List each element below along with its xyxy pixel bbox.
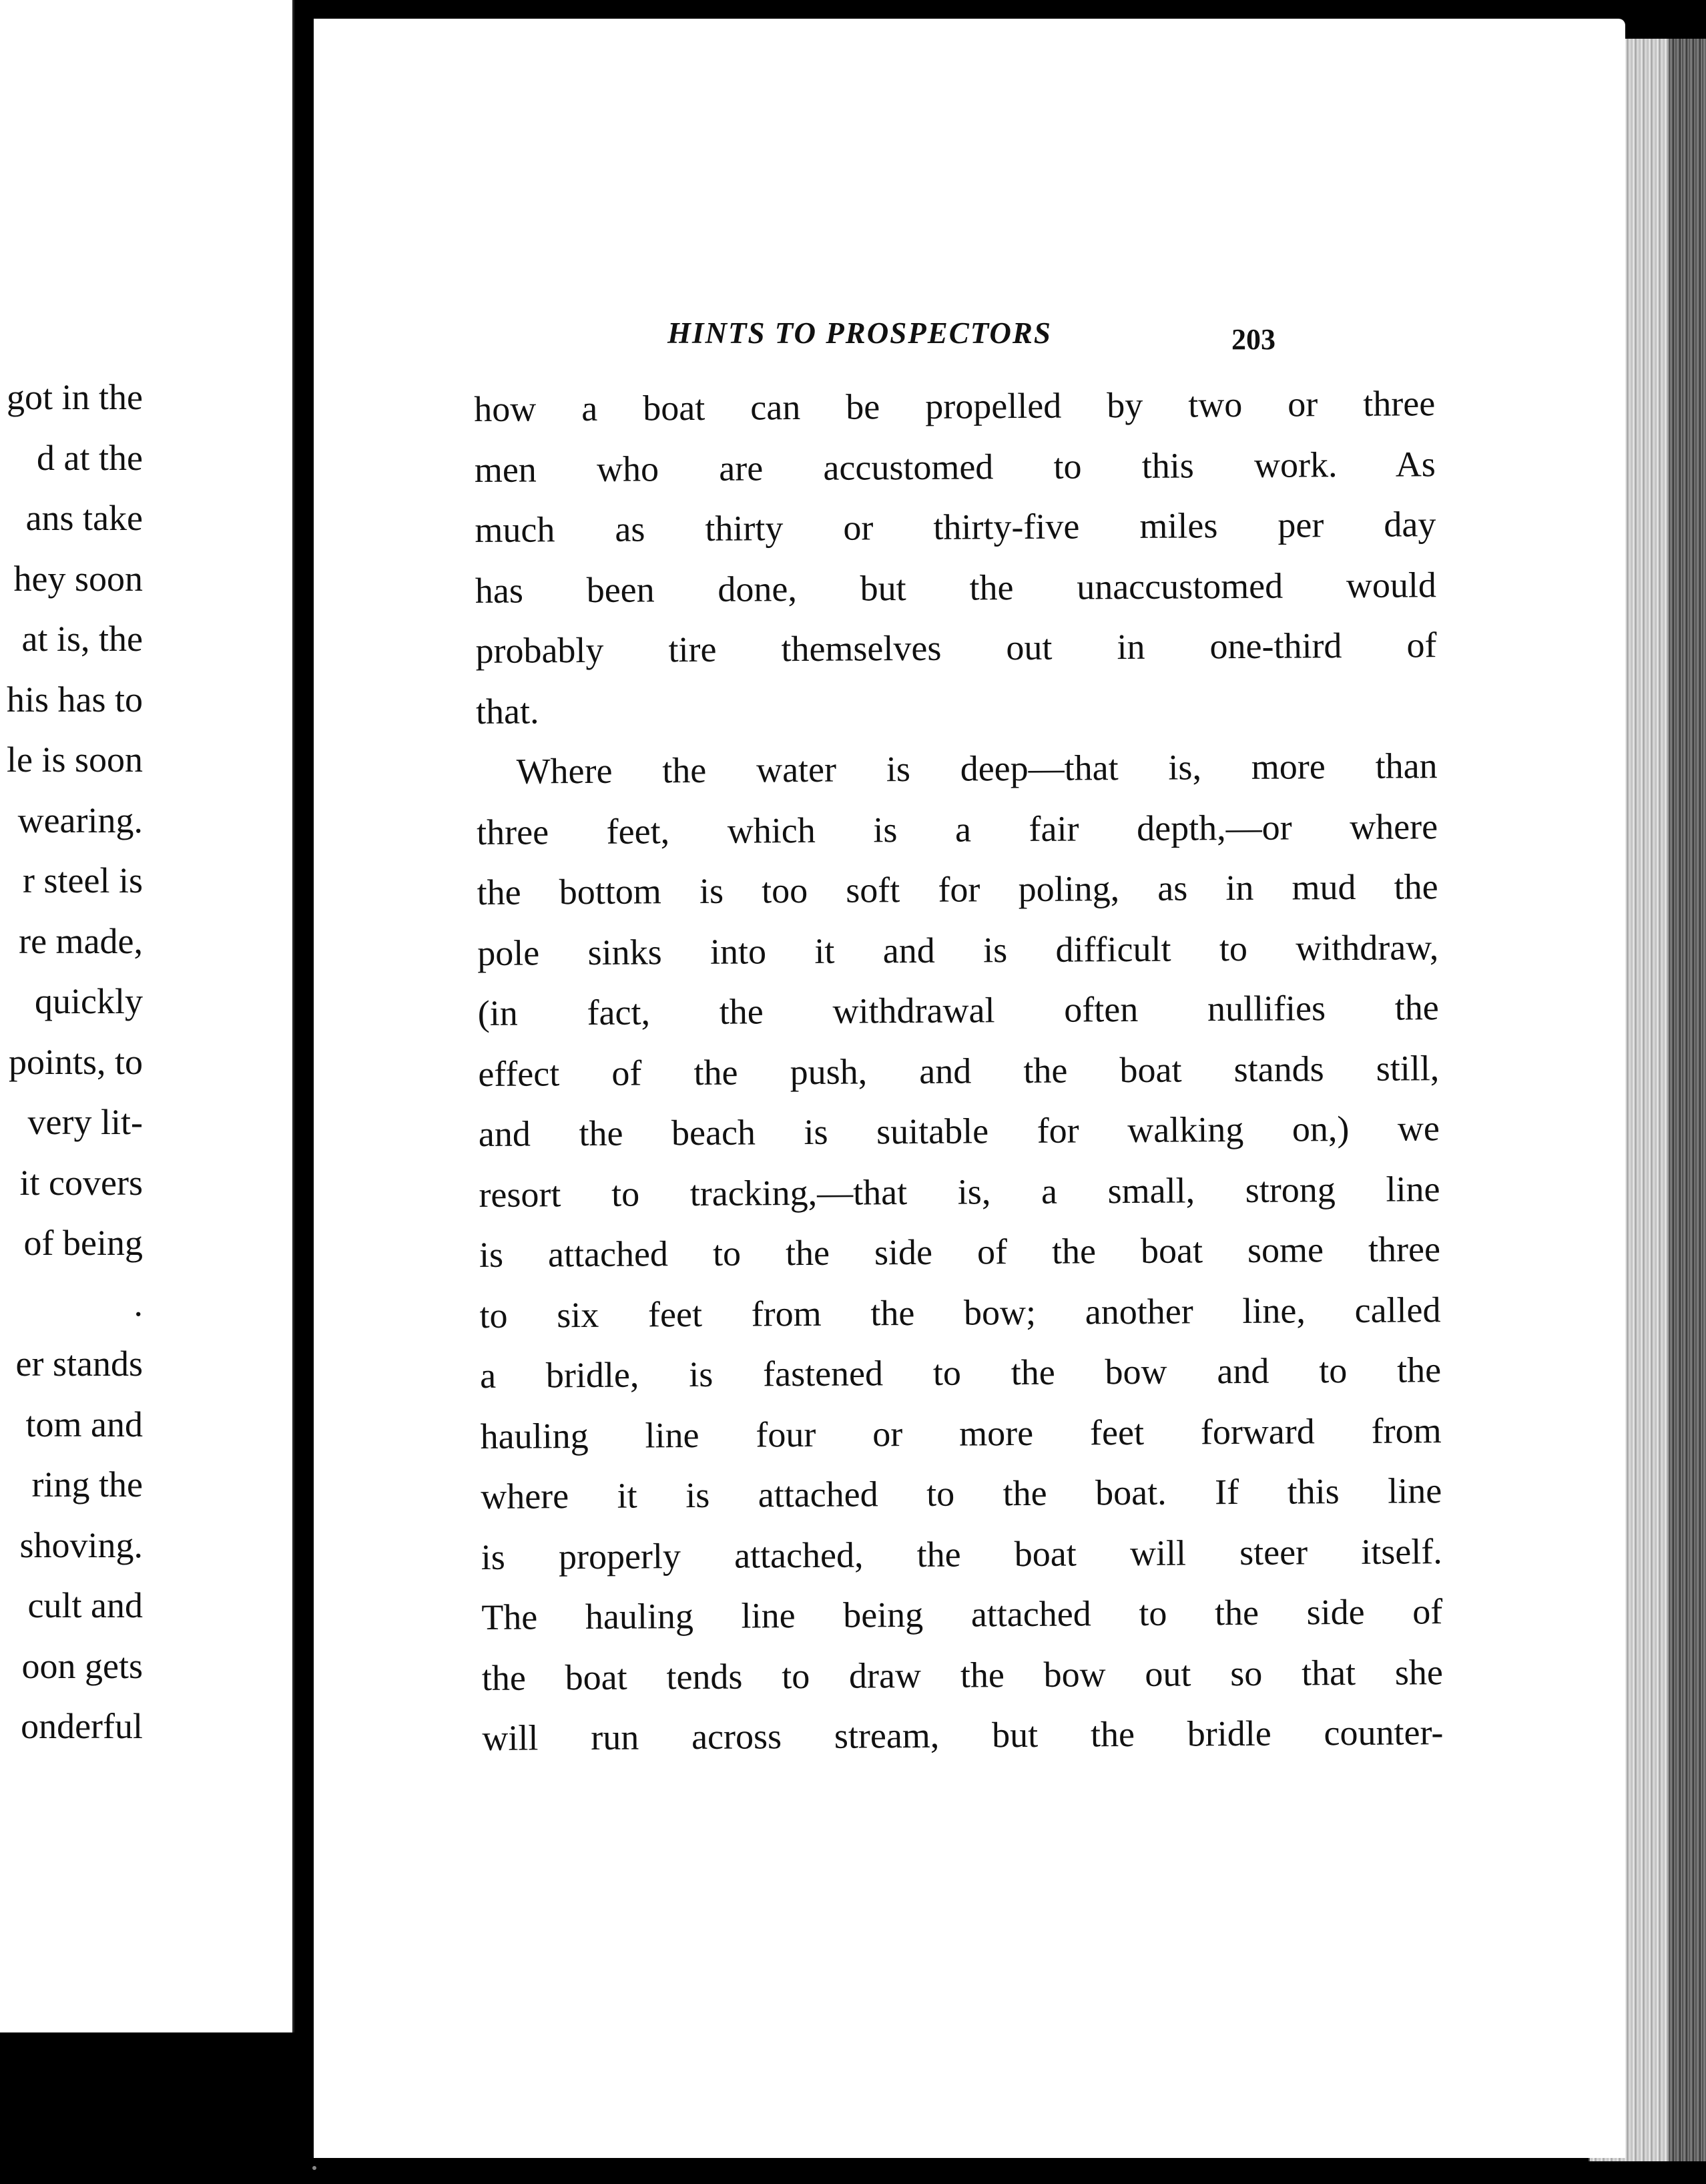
left-page-line: oon gets — [21, 1645, 143, 1686]
left-page-line: wearing. — [17, 800, 143, 840]
text-line: (in fact, the withdrawal often nullifies the — [477, 987, 1439, 1033]
left-page-line: got in the — [7, 377, 143, 417]
left-page-line: le is soon — [6, 740, 143, 780]
left-page-line: points, to — [8, 1041, 143, 1082]
left-page-line: ans take — [25, 498, 143, 538]
left-page — [0, 0, 294, 2032]
text-line: the bottom is too soft for poling, as in mud the — [477, 866, 1438, 912]
paragraph-1 — [474, 373, 1437, 742]
left-page-text — [0, 367, 143, 1757]
right-page — [314, 19, 1625, 2158]
paragraph-2 — [476, 736, 1443, 1768]
text-line: and the beach is suitable for walking on,) we — [478, 1108, 1440, 1154]
left-page-line: cult and — [27, 1585, 143, 1625]
text-line: is attached to the side of the boat some three — [479, 1229, 1441, 1275]
left-page-line: at is, the — [21, 619, 143, 659]
left-page-line: r steel is — [23, 860, 143, 900]
left-page-line: . — [133, 1283, 143, 1324]
text-line: where it is attached to the boat. If this line — [481, 1470, 1442, 1517]
left-page-line: very lit- — [27, 1102, 143, 1142]
scan-speck — [312, 2166, 316, 2170]
page-edges-shadow — [1669, 39, 1706, 2161]
left-page-line: it covers — [19, 1162, 143, 1203]
text-line: has been done, but the unaccustomed would — [475, 564, 1437, 611]
text-line: probably tire themselves out in one-third of — [475, 625, 1437, 671]
text-line: hauling line four or more feet forward from — [480, 1410, 1442, 1456]
left-page-line: tom and — [25, 1404, 143, 1444]
left-page-line: shoving. — [19, 1525, 143, 1565]
text-line: effect of the push, and the boat stands still, — [478, 1047, 1440, 1094]
text-line: Where the water is deep—that is, more than — [516, 746, 1438, 792]
page-number: 203 — [1231, 323, 1275, 356]
text-line: men who are accustomed to this work. As — [474, 443, 1436, 490]
left-page-line: of being — [23, 1223, 143, 1263]
text-line: a bridle, is fastened to the bow and to the — [479, 1350, 1442, 1396]
left-page-line: ring the — [31, 1464, 143, 1505]
text-line: resort to tracking,—that is, a small, strong line — [479, 1168, 1440, 1215]
left-page-line: er stands — [15, 1344, 143, 1384]
left-page-line: d at the — [37, 437, 143, 478]
left-page-line: quickly — [35, 981, 143, 1021]
text-line: will run across stream, but the bridle counter- — [482, 1712, 1444, 1758]
left-page-line: his has to — [6, 679, 143, 720]
text-line: is properly attached, the boat will steer itself. — [481, 1531, 1442, 1577]
text-line: pole sinks into it and is difficult to withdraw, — [477, 926, 1439, 973]
text-line: that. — [475, 690, 539, 732]
text-line: three feet, which is a fair depth,—or where — [476, 806, 1438, 852]
left-page-line: onderful — [21, 1706, 143, 1746]
text-line: to six feet from the bow; another line, called — [479, 1289, 1441, 1336]
running-head: HINTS TO PROSPECTORS — [667, 316, 1052, 350]
text-line: much as thirty or thirty-five miles per day — [475, 504, 1436, 550]
body-text — [474, 373, 1444, 1768]
left-page-line: hey soon — [13, 558, 143, 599]
text-line: The hauling line being attached to the side of — [481, 1591, 1443, 1637]
text-line: the boat tends to draw the bow out so that she — [481, 1651, 1444, 1698]
text-line: how a boat can be propelled by two or three — [474, 383, 1436, 429]
left-page-line: re made, — [19, 920, 143, 961]
